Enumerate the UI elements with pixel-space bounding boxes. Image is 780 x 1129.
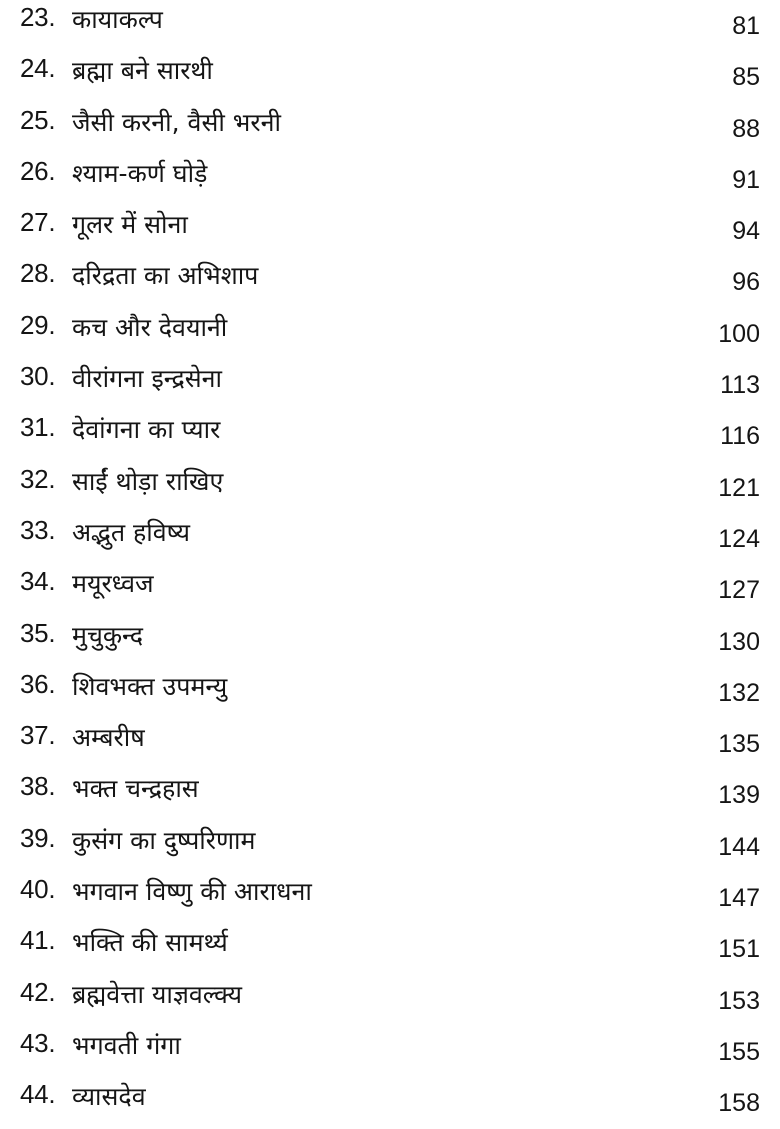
entry-page-number: 100 (718, 319, 760, 348)
entry-page-number: 113 (720, 371, 760, 400)
entry-number: 28. (20, 258, 56, 289)
entry-number: 37. (20, 720, 56, 751)
entry-page-number: 151 (718, 935, 760, 964)
toc-entry (20, 51, 760, 102)
toc-entry (20, 103, 760, 154)
toc-entry (20, 513, 760, 564)
entry-title: कुसंग का दुष्परिणाम (72, 825, 256, 855)
entry-number: 36. (20, 668, 56, 699)
toc-entry (20, 923, 760, 974)
entry-number: 24. (20, 53, 56, 84)
entry-title: वीरांगना इन्द्रसेना (72, 364, 222, 394)
entry-title: मुचुकुन्द (72, 620, 144, 650)
entry-page-number: 153 (718, 986, 760, 1015)
entry-page-number: 127 (718, 576, 760, 605)
toc-entry (20, 410, 760, 461)
toc-entry (20, 154, 760, 205)
entry-title: ब्रह्मा बने सारथी (72, 56, 213, 86)
entry-number: 25. (20, 104, 56, 135)
toc-entry (20, 821, 760, 872)
entry-number: 23. (20, 2, 56, 32)
entry-title: साईं थोड़ा राखिए (72, 466, 224, 496)
entry-page-number: 132 (718, 678, 760, 707)
entry-number: 41. (20, 925, 56, 956)
entry-title: दरिद्रता का अभिशाप (72, 261, 259, 291)
entry-title: शिवभक्त उपमन्यु (72, 671, 228, 701)
entry-number: 42. (20, 976, 56, 1007)
toc-entry (20, 975, 760, 1026)
entry-number: 29. (20, 309, 56, 340)
entry-title: देवांगना का प्यार (72, 415, 221, 445)
entry-page-number: 116 (720, 422, 760, 451)
entry-page-number: 121 (718, 473, 760, 502)
entry-title: जैसी करनी, वैसी भरनी (72, 107, 281, 137)
entry-number: 27. (20, 207, 56, 238)
toc-entry (20, 256, 760, 307)
entry-number: 44. (20, 1079, 56, 1110)
entry-title: भक्त चन्द्रहास (72, 774, 199, 804)
entry-title: अम्बरीष (72, 723, 145, 753)
entry-number: 38. (20, 771, 56, 802)
entry-page-number: 135 (718, 730, 760, 759)
entry-title: मयूरध्वज (72, 569, 154, 599)
table-of-contents (20, 0, 760, 1129)
toc-entry (20, 205, 760, 256)
entry-page-number: 158 (718, 1089, 760, 1118)
entry-title: अद्भुत हविष्य (72, 517, 191, 547)
toc-entry (20, 462, 760, 513)
toc-entry (20, 564, 760, 615)
entry-page-number: 130 (718, 627, 760, 656)
entry-number: 39. (20, 822, 56, 853)
entry-title: कायाकल्प (72, 5, 163, 34)
toc-entry (20, 1077, 760, 1128)
toc-entry (20, 769, 760, 820)
entry-title: कच और देवयानी (72, 312, 228, 342)
entry-page-number: 147 (718, 884, 760, 913)
entry-title: भक्ति की सामर्थ्य (72, 928, 228, 958)
entry-number: 26. (20, 155, 56, 186)
entry-title: भगवान विष्णु की आराधना (72, 877, 312, 907)
entry-title: व्यासदेव (72, 1082, 146, 1112)
entry-number: 35. (20, 617, 56, 648)
toc-entry (20, 359, 760, 410)
toc-entry (20, 718, 760, 769)
entry-number: 43. (20, 1027, 56, 1058)
toc-entry (20, 1026, 760, 1077)
entry-page-number: 139 (718, 781, 760, 810)
entry-number: 31. (20, 412, 56, 443)
entry-page-number: 124 (718, 524, 760, 553)
entry-page-number: 85 (732, 63, 760, 92)
toc-entry (20, 308, 760, 359)
entry-number: 30. (20, 361, 56, 392)
entry-page-number: 155 (718, 1037, 760, 1066)
entry-page-number: 81 (732, 12, 760, 40)
entry-page-number: 96 (732, 268, 760, 297)
entry-number: 40. (20, 874, 56, 905)
entry-title: गूलर में सोना (72, 210, 188, 240)
entry-title: श्याम-कर्ण घोड़े (72, 158, 208, 188)
entry-title: ब्रह्मवेत्ता याज्ञवल्क्य (72, 979, 242, 1009)
toc-entry (20, 667, 760, 718)
entry-number: 33. (20, 514, 56, 545)
entry-page-number: 88 (732, 114, 760, 143)
entry-title: भगवती गंगा (72, 1030, 181, 1060)
entry-number: 32. (20, 463, 56, 494)
toc-entry (20, 872, 760, 923)
entry-number: 34. (20, 566, 56, 597)
entry-page-number: 91 (732, 165, 760, 194)
toc-entry (20, 0, 760, 51)
entry-page-number: 94 (732, 217, 760, 246)
toc-entry (20, 616, 760, 667)
entry-page-number: 144 (718, 832, 760, 861)
